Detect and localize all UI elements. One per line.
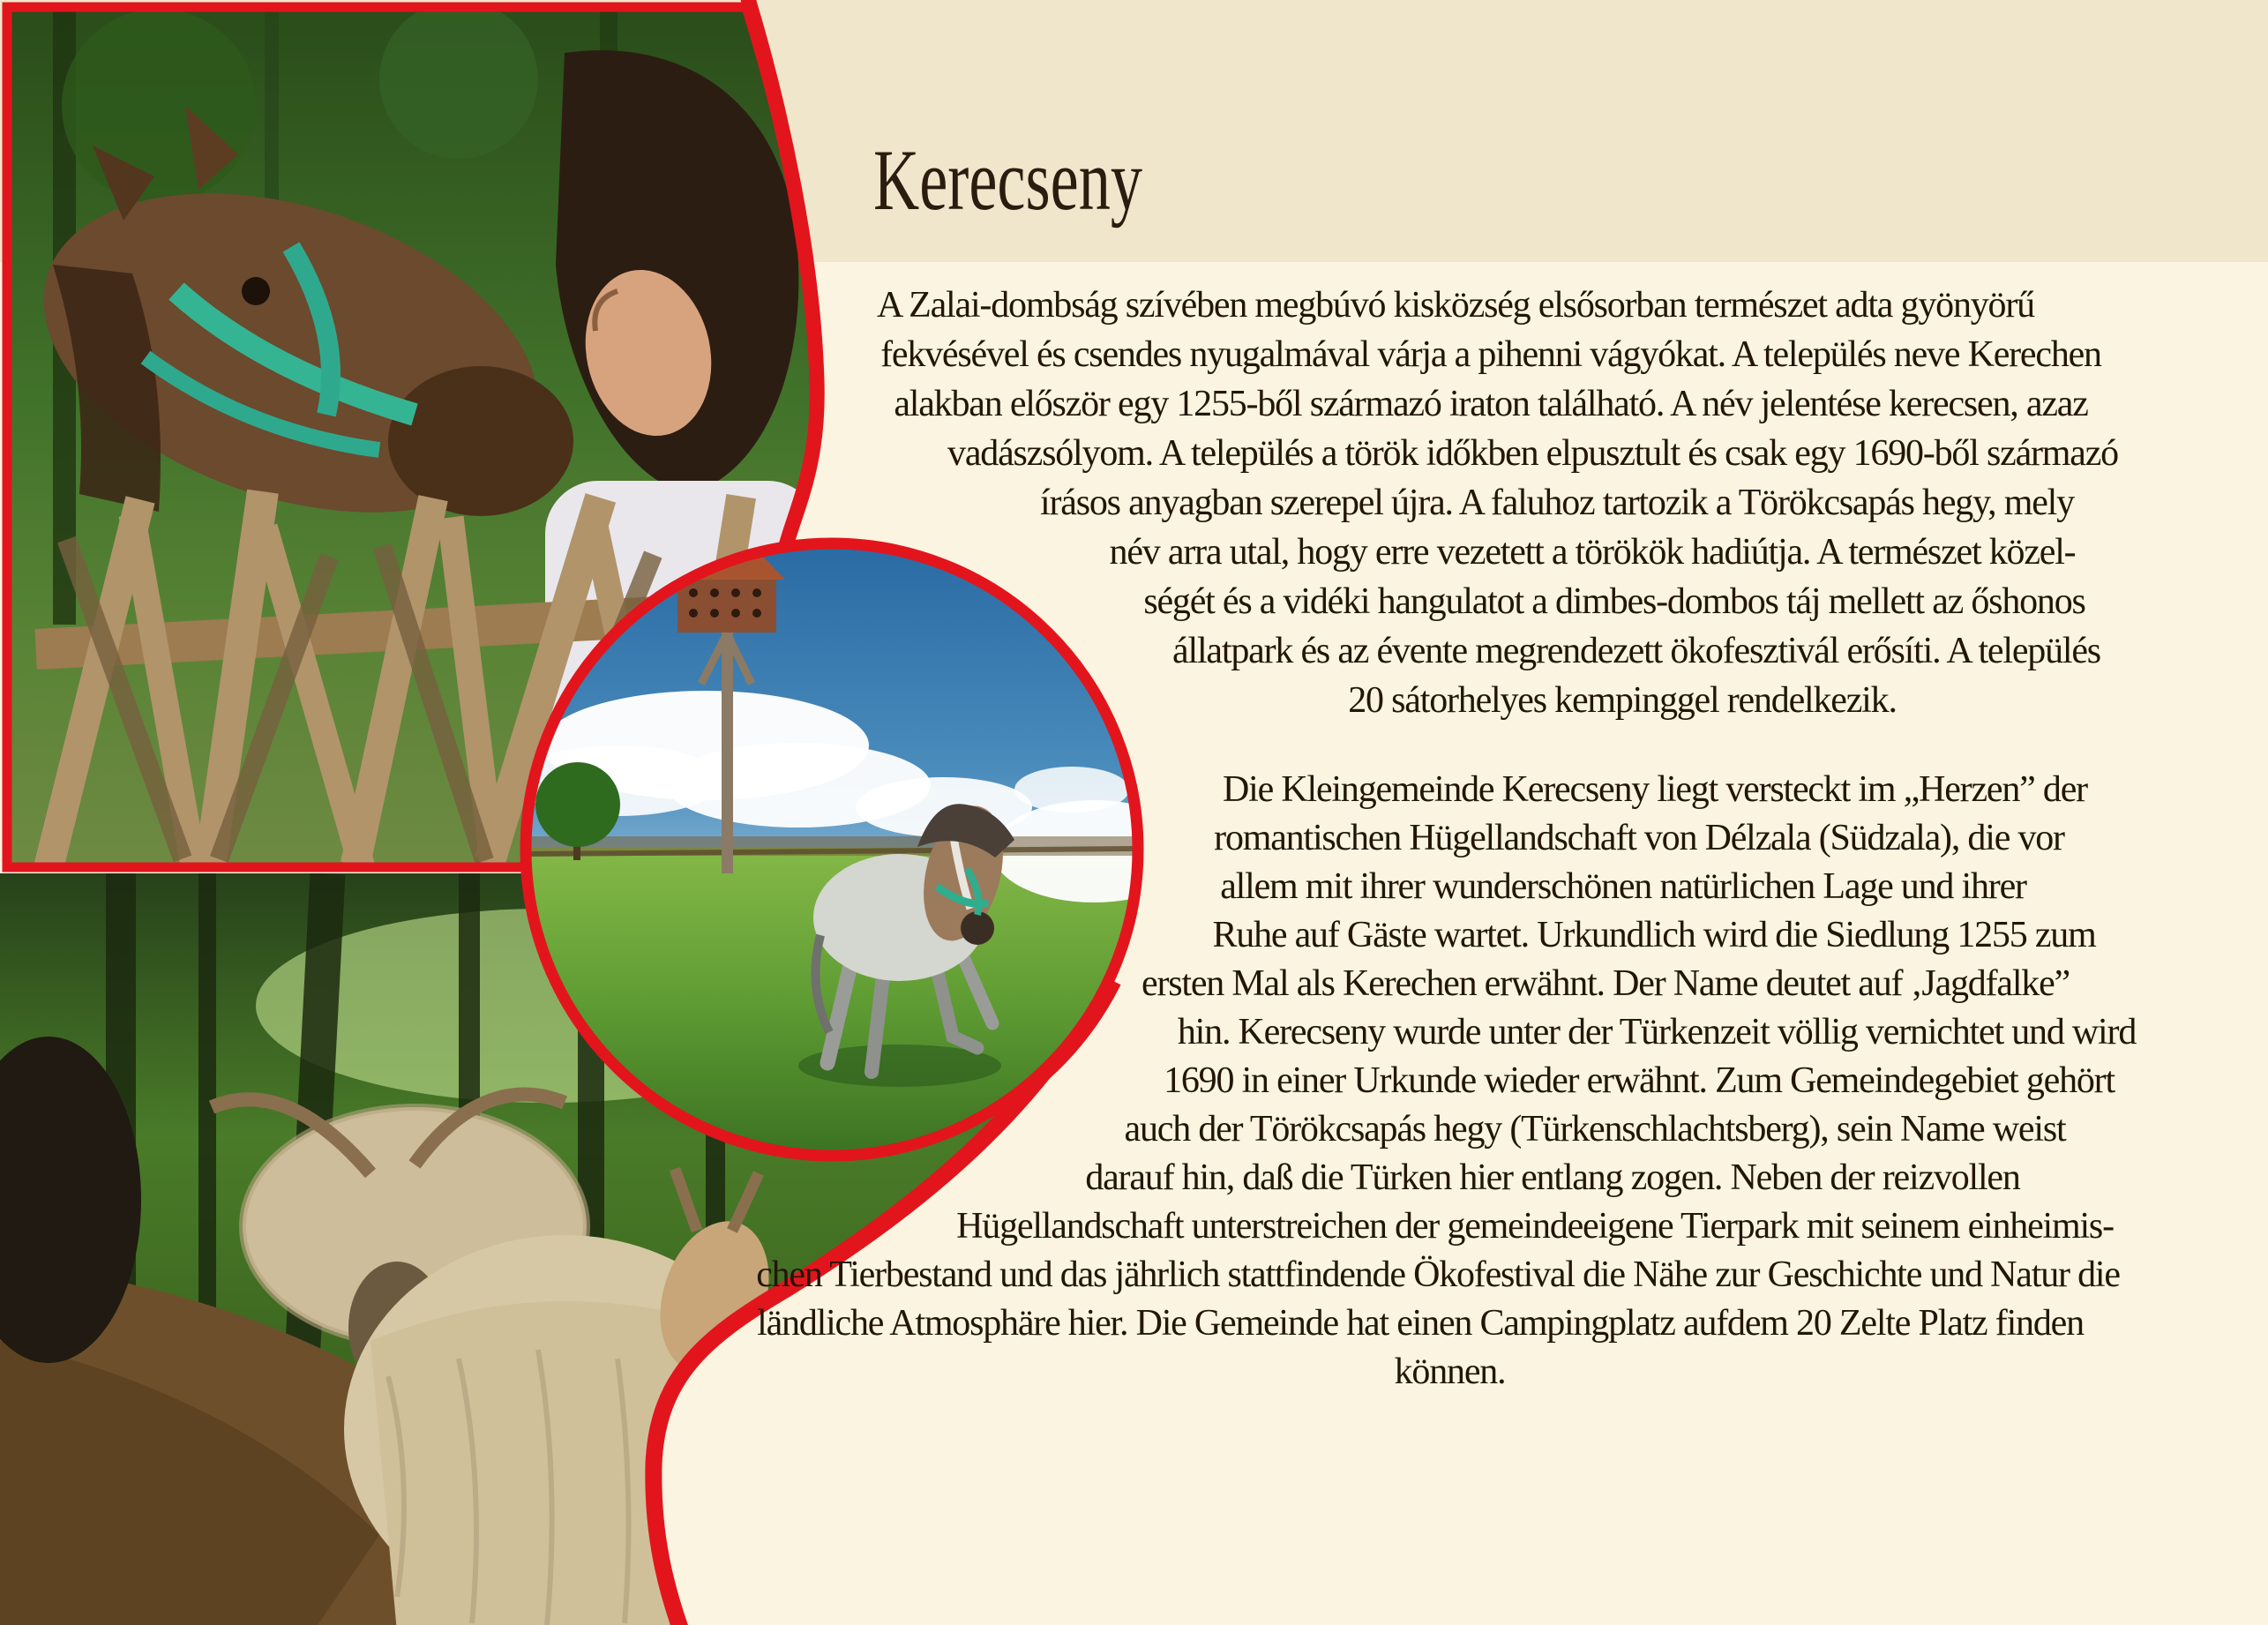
hungarian-line: név arra utal, hogy erre vezetett a törökök hadiútja. A természet közel- (1109, 532, 2076, 573)
hungarian-line: alakban először egy 1255-ből származó iraton található. A név jelentése kerecsen, azaz (894, 384, 2088, 424)
german-line: können. (1394, 1352, 1506, 1392)
german-line: darauf hin, daß die Türken hier entlang zogen. Neben der reizvollen (1085, 1157, 2020, 1198)
hungarian-line: fekvésével és csendes nyugalmával várja a pihenni vágyókat. A település neve Kerechen (880, 334, 2101, 375)
paragraph-hungarian (873, 281, 2170, 725)
german-line: romantischen Hügellandschaft von Délzala (Südzala), die vor (1214, 818, 2064, 858)
german-line: 1690 in einer Urkunde wieder erwähnt. Zum Gemeindegebiet gehört (1164, 1060, 2115, 1101)
hungarian-line: 20 sátorhelyes kempinggel rendelkezik. (1348, 680, 1897, 721)
hungarian-line: írásos anyagban szerepel újra. A faluhoz tartozik a Törökcsapás hegy, mely (1040, 483, 2074, 523)
german-line: ersten Mal als Kerechen erwähnt. Der Name deutet auf ‚Jagdfalke” (1141, 963, 2070, 1004)
hungarian-line: vadászsólyom. A település a török időkben elpusztult és csak egy 1690-ből származó (947, 433, 2118, 474)
german-line: hin. Kerecseny wurde unter der Türkenzeit völlig vernichtet und wird (1177, 1012, 2137, 1052)
german-line: auch der Törökcsapás hegy (Türkenschlachtsberg), sein Name weist (1124, 1109, 2066, 1149)
paragraph-german (697, 766, 2179, 1397)
german-line: Ruhe auf Gäste wartet. Urkundlich wird die Siedlung 1255 zum (1212, 915, 2096, 955)
german-line: allem mit ihrer wunderschönen natürlichen Lage und ihrer (1220, 866, 2026, 907)
german-line: ländliche Atmosphäre hier. Die Gemeinde hat einen Campingplatz aufdem 20 Zelte Platz finden (757, 1303, 2084, 1344)
hungarian-line: A Zalai-dombság szívében megbúvó kisközség elsősorban természet adta gyönyörű (877, 285, 2034, 326)
hungarian-line: állatpark és az évente megrendezett ökofesztivál erősíti. A település (1172, 631, 2100, 671)
german-line: Die Kleingemeinde Kerecseny liegt versteckt im „Herzen” der (1223, 769, 2087, 810)
hungarian-line: ségét és a vidéki hangulatot a dimbes-dombos táj mellett az őshonos (1143, 581, 2085, 622)
german-line: chen Tierbestand und das jährlich stattfindende Ökofestival die Nähe zur Geschichte und Natur die (756, 1254, 2120, 1295)
german-line: Hügellandschaft unterstreichen der gemeindeeigene Tierpark mit seinem einheimis- (956, 1206, 2114, 1247)
page-title: Kerecseny (873, 132, 1142, 228)
